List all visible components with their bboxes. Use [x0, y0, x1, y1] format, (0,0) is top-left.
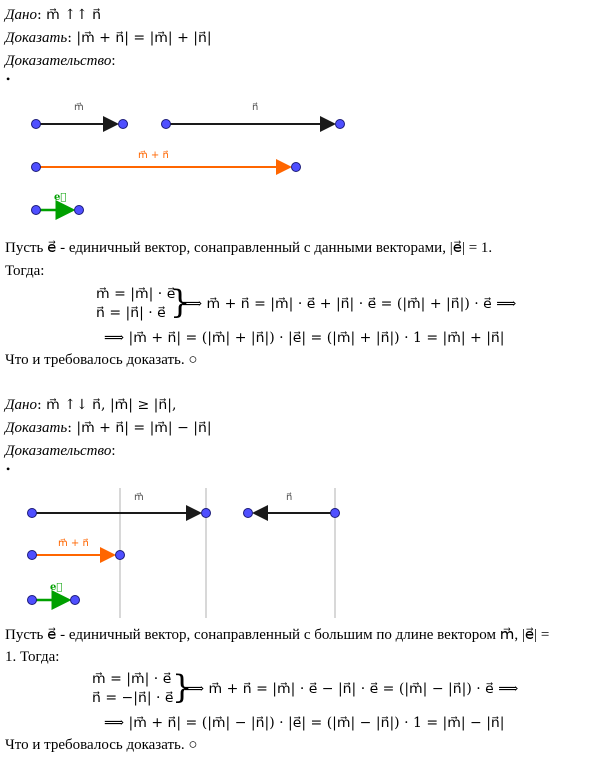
then-line-1: Тогда: [5, 263, 45, 279]
proof-label: Доказательство [5, 443, 112, 459]
point [162, 120, 171, 129]
vector-n-label: n⃗ [252, 102, 259, 113]
proof-line-1 [5, 52, 116, 70]
given-expr: : m⃗ ↑↑ n⃗ [37, 7, 102, 23]
vector-figure-1 [0, 90, 600, 220]
given-line-1 [5, 6, 101, 24]
proof-line-2 [5, 442, 116, 460]
point [32, 206, 41, 215]
point [28, 596, 37, 605]
given-line-2 [5, 396, 176, 414]
point [75, 206, 84, 215]
prove-expr: : |m⃗ + n⃗| = |m⃗| + |n⃗| [67, 30, 212, 46]
let-line-1: Пусть e⃗ - единичный вектор, сонаправленный с данными векторами, |e⃗| = 1. [5, 240, 493, 256]
vector-m-label: m⃗ [74, 102, 84, 113]
vector-figure-2 [0, 480, 600, 620]
point [202, 509, 211, 518]
proof-label: Доказательство [5, 53, 112, 69]
qed-2: Что и требовалось доказать. ○ [5, 737, 198, 753]
prove-label: Доказать [5, 30, 68, 46]
let-line-2b: 1. Тогда: [5, 649, 60, 665]
brace-icon: } [172, 668, 193, 706]
point [336, 120, 345, 129]
system-eq-2: n⃗ = −|n⃗| · e⃗ [92, 690, 174, 706]
point [119, 120, 128, 129]
point [244, 509, 253, 518]
bullet-2: • [6, 462, 11, 476]
prove-line-2 [5, 419, 212, 437]
derivation-2: ⟹ |m⃗ + n⃗| = (|m⃗| − |n⃗|) · |e⃗| = (|m⃗| − |n⃗|) · 1 = |m⃗| − |n⃗| [104, 715, 505, 731]
qed-1: Что и требовалось доказать. ○ [5, 352, 198, 368]
point [28, 509, 37, 518]
system-eq-2: n⃗ = |n⃗| · e⃗ [96, 305, 166, 321]
given-label: Дано [5, 397, 37, 413]
vector-sum-label: m⃗ + n⃗ [138, 150, 169, 161]
proof-colon: : [111, 53, 116, 69]
point [331, 509, 340, 518]
vector-n-label: n⃗ [286, 492, 293, 503]
prove-expr: : |m⃗ + n⃗| = |m⃗| − |n⃗| [67, 420, 212, 436]
vector-m-label: m⃗ [134, 492, 144, 503]
proof-colon: : [111, 443, 116, 459]
brace-icon: } [170, 283, 191, 321]
prove-line-1 [5, 29, 212, 47]
bullet-1: • [6, 72, 11, 86]
given-label: Дано [5, 7, 37, 23]
point [32, 163, 41, 172]
prove-label: Доказать [5, 420, 68, 436]
system-eq-1: m⃗ = |m⃗| · e⃗ [92, 671, 172, 687]
given-expr: : m⃗ ↑↓ n⃗, |m⃗| ≥ |n⃗|, [37, 397, 177, 413]
vector-e-label: e⃗ [50, 582, 63, 593]
vector-sum-label: m⃗ + n⃗ [58, 538, 89, 549]
derivation-2: ⟹ |m⃗ + n⃗| = (|m⃗| + |n⃗|) · |e⃗| = (|m⃗| + |n⃗|) · 1 = |m⃗| + |n⃗| [104, 330, 505, 346]
system-eq-1: m⃗ = |m⃗| · e⃗ [96, 286, 176, 302]
point [292, 163, 301, 172]
let-line-2a: Пусть e⃗ - единичный вектор, сонаправленный с большим по длине вектором m⃗, |e⃗| = [5, 627, 550, 643]
derivation-1: ⟹ m⃗ + n⃗ = |m⃗| · e⃗ − |n⃗| · e⃗ = (|m⃗| − |n⃗|) · e⃗ ⟹ [184, 681, 519, 697]
derivation-1: ⟹ m⃗ + n⃗ = |m⃗| · e⃗ + |n⃗| · e⃗ = (|m⃗| + |n⃗|) · e⃗ ⟹ [182, 296, 517, 312]
vector-e-label: e⃗ [54, 192, 67, 203]
point [71, 596, 80, 605]
point [28, 551, 37, 560]
point [116, 551, 125, 560]
point [32, 120, 41, 129]
